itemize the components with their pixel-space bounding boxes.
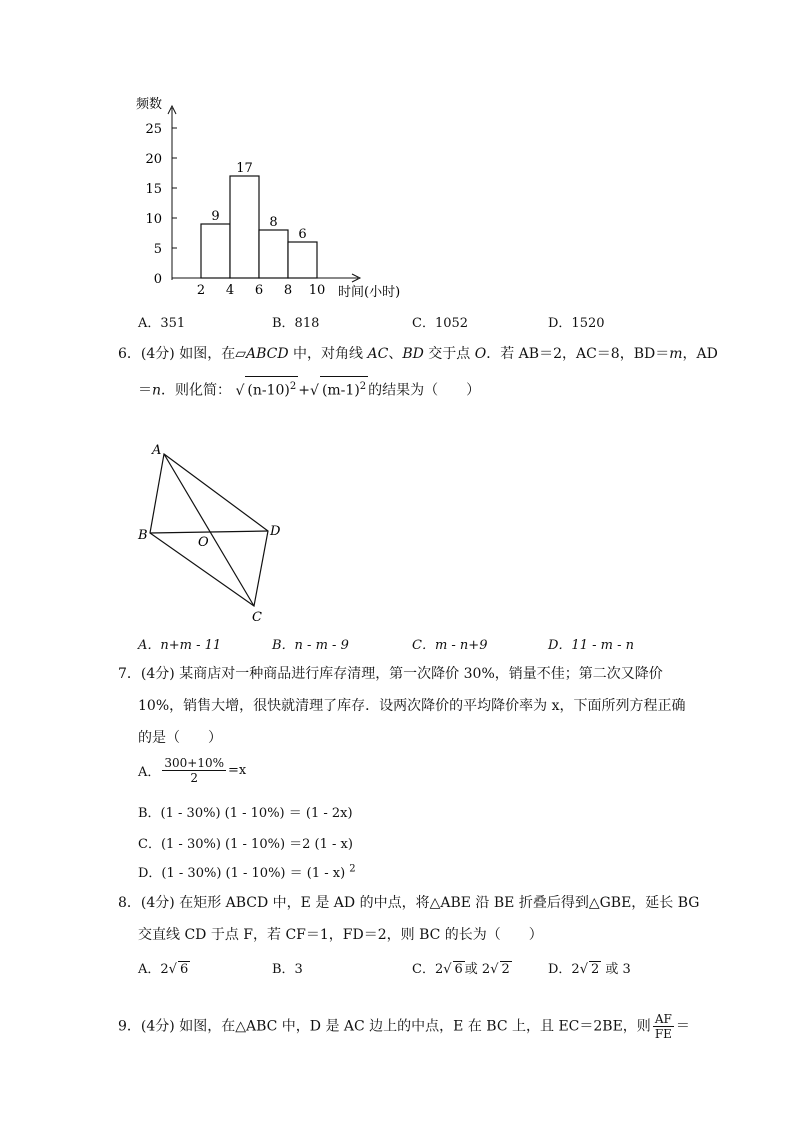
sqrt-expression-2: √ $(m-1)^2$	[310, 383, 368, 399]
y-tick-label: 10	[145, 212, 162, 227]
histogram-bar	[259, 230, 288, 278]
q8-line-1: 8．(4分) 在矩形 ABCD 中，E 是 AD 的中点，将△ABE 沿 BE 折叠后得到△GBE，延长 BG	[118, 895, 700, 911]
q5-option-a[interactable]: A．351	[138, 316, 186, 331]
q7-line-3: 的是（ ）	[138, 730, 222, 746]
q6-option-b[interactable]: B．n - m - 9	[272, 638, 349, 653]
q5-option-b[interactable]: B．818	[272, 316, 320, 331]
bar-value-label: 17	[236, 161, 253, 176]
q8-option-a[interactable]: A．2√ 6	[138, 962, 189, 977]
x-tick-label: 8	[283, 283, 293, 298]
bar-value-label: 8	[269, 215, 278, 230]
x-tick-label: 6	[254, 283, 264, 298]
parallelogram-figure	[130, 438, 290, 628]
q7-option-a[interactable]: A． $\frac{300+10\%}{2}$ =x	[138, 756, 247, 785]
q6-option-a[interactable]: A．n+m - 11	[138, 638, 222, 653]
q7-option-d[interactable]: D．(1 - 30%) (1 - 10%) ＝ (1 - x) $^2$	[138, 863, 356, 881]
q7-option-c[interactable]: C．(1 - 30%) (1 - 10%) ＝2 (1 - x)	[138, 837, 353, 852]
q7-option-b[interactable]: B．(1 - 30%) (1 - 10%) ＝ (1 - 2x)	[138, 806, 353, 821]
x-tick-label: 2	[196, 283, 206, 298]
q9-fraction: $\frac{AF}{FE}$	[654, 1012, 672, 1041]
vertex-c-label: C	[252, 610, 262, 625]
diagonal-ac	[164, 454, 254, 606]
bar-value-label: 6	[298, 227, 307, 242]
q9-line-1: 9．(4分) 如图，在△ABC 中，D 是 AC 边上的中点，E 在 BC 上，且 EC＝2BE，则 $\frac{AF}{FE}$ ＝	[118, 1012, 690, 1041]
y-tick-label: 0	[153, 272, 162, 287]
q8-line-2: 交直线 CD 于点 F，若 CF＝1，FD＝2，则 BC 的长为（ ）	[138, 927, 543, 943]
y-tick-label: 20	[145, 152, 162, 167]
q7-fraction: $\frac{300+10\%}{2}$	[164, 756, 225, 785]
y-tick-label: 15	[145, 182, 162, 197]
y-axis-label: 频数	[136, 97, 163, 112]
q5-option-d[interactable]: D．1520	[548, 316, 605, 331]
histogram-chart	[120, 88, 420, 310]
q8-option-d[interactable]: D．2√ 2 或 3	[548, 962, 631, 977]
y-tick-label: 25	[145, 122, 162, 137]
x-axis-label: 时间(小时)	[338, 285, 401, 300]
vertex-b-label: B	[138, 528, 148, 543]
q6-option-c[interactable]: C．m - n+9	[412, 638, 488, 653]
q8-option-b[interactable]: B．3	[272, 962, 303, 977]
x-tick-label: 10	[308, 283, 326, 298]
x-ticks	[197, 283, 325, 298]
q5-option-c[interactable]: C．1052	[412, 316, 469, 331]
point-o-label: O	[198, 535, 209, 550]
q6-line-1: 6．(4分) 如图，在▱ABCD 中，对角线 AC、BD 交于点 O．若 AB＝2，AC＝8，BD＝m，AD	[118, 346, 718, 362]
q8-option-c[interactable]: C．2√ 6 或 2√ 2	[412, 962, 510, 977]
q6-line-2: ＝n．则化简： √ $(n-10)^2$ +√ $(m-1)^2$ 的结果为（ ）	[138, 376, 480, 401]
vertex-a-label: A	[152, 443, 162, 458]
y-tick-label: 5	[153, 242, 162, 257]
sqrt-expression-1: √ $(n-10)^2$	[235, 383, 298, 399]
q6-option-d[interactable]: D．11 - m - n	[548, 638, 634, 653]
vertex-d-label: D	[270, 524, 281, 539]
bar-value-label: 9	[211, 209, 220, 224]
x-tick-label: 4	[225, 283, 235, 298]
histogram-bar	[201, 224, 230, 278]
q7-line-1: 7．(4分) 某商店对一种商品进行库存清理，第一次降价 30%，销量不佳；第二次又降价	[118, 666, 663, 682]
q7-line-2: 10%，销售大增，很快就清理了库存．设两次降价的平均降价率为 x，下面所列方程正确	[138, 698, 686, 714]
diagonal-bd	[150, 531, 268, 533]
histogram-bar	[288, 242, 317, 278]
histogram-bar	[230, 176, 259, 278]
